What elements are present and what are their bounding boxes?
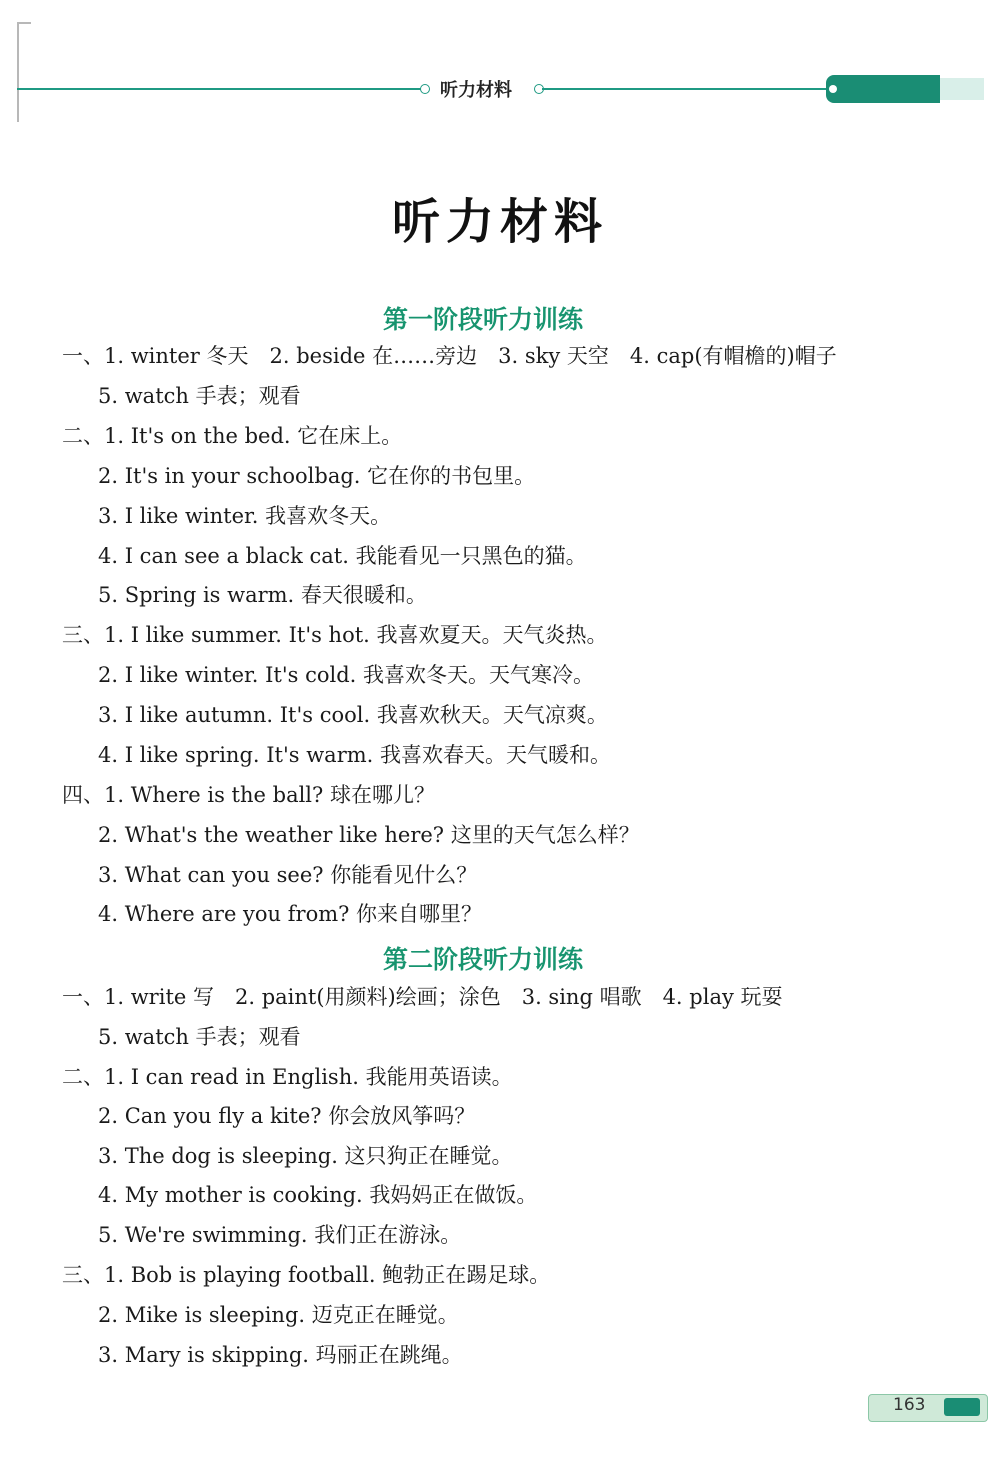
left-margin-rule-top bbox=[17, 22, 31, 24]
list-item: 5. watch 手表；观看 bbox=[98, 384, 301, 408]
list-item: 三、1. I like summer. It's hot. 我喜欢夏天。天气炎热。 bbox=[62, 623, 608, 647]
left-margin-rule bbox=[17, 22, 19, 122]
page-number: 163 bbox=[893, 1395, 926, 1415]
list-item: 2. Can you fly a kite? 你会放风筝吗？ bbox=[98, 1104, 476, 1128]
section-title-stage-2: 第二阶段听力训练 bbox=[382, 945, 583, 974]
list-item: 4. Where are you from? 你来自哪里？ bbox=[98, 902, 483, 926]
list-item: 一、1. write 写 2. paint(用颜料)绘画；涂色 3. sing 唱歌 4. play 玩耍 bbox=[62, 985, 783, 1009]
section-title-stage-1: 第一阶段听力训练 bbox=[382, 305, 583, 334]
list-item: 5. We're swimming. 我们正在游泳。 bbox=[98, 1223, 462, 1247]
header-line-left bbox=[17, 88, 422, 90]
header-tab bbox=[826, 75, 940, 103]
header-tab-fade bbox=[940, 78, 984, 100]
list-item: 4. I like spring. It's warm. 我喜欢春天。天气暖和。 bbox=[98, 743, 611, 767]
list-item: 一、1. winter 冬天 2. beside 在……旁边 3. sky 天空 4. cap(有帽檐的)帽子 bbox=[62, 344, 837, 368]
page-title: 听力材料 bbox=[391, 194, 608, 250]
list-item: 三、1. Bob is playing football. 鲍勃正在踢足球。 bbox=[62, 1263, 551, 1287]
list-item: 3. I like autumn. It's cool. 我喜欢秋天。天气凉爽。 bbox=[98, 703, 608, 727]
list-item: 3. Mary is skipping. 玛丽正在跳绳。 bbox=[98, 1343, 463, 1367]
header-dot-left bbox=[420, 84, 430, 94]
list-item: 4. I can see a black cat. 我能看见一只黑色的猫。 bbox=[98, 544, 587, 568]
book-icon bbox=[944, 1398, 980, 1416]
list-item: 3. I like winter. 我喜欢冬天。 bbox=[98, 504, 392, 528]
list-item: 二、1. I can read in English. 我能用英语读。 bbox=[62, 1065, 513, 1089]
list-item: 2. I like winter. It's cold. 我喜欢冬天。天气寒冷。 bbox=[98, 663, 594, 687]
list-item: 3. What can you see? 你能看见什么？ bbox=[98, 863, 478, 887]
list-item: 2. It's in your schoolbag. 它在你的书包里。 bbox=[98, 464, 536, 488]
list-item: 二、1. It's on the bed. 它在床上。 bbox=[62, 424, 403, 448]
list-item: 四、1. Where is the ball? 球在哪儿？ bbox=[62, 783, 435, 807]
list-item: 2. Mike is sleeping. 迈克正在睡觉。 bbox=[98, 1303, 459, 1327]
running-header-title: 听力材料 bbox=[440, 80, 512, 101]
list-item: 4. My mother is cooking. 我妈妈正在做饭。 bbox=[98, 1183, 538, 1207]
list-item: 5. Spring is warm. 春天很暖和。 bbox=[98, 583, 427, 607]
list-item: 3. The dog is sleeping. 这只狗正在睡觉。 bbox=[98, 1144, 513, 1168]
header-tab-dot bbox=[829, 85, 837, 93]
list-item: 5. watch 手表；观看 bbox=[98, 1025, 301, 1049]
header-line-right bbox=[542, 88, 842, 90]
list-item: 2. What's the weather like here? 这里的天气怎么样？ bbox=[98, 823, 640, 847]
